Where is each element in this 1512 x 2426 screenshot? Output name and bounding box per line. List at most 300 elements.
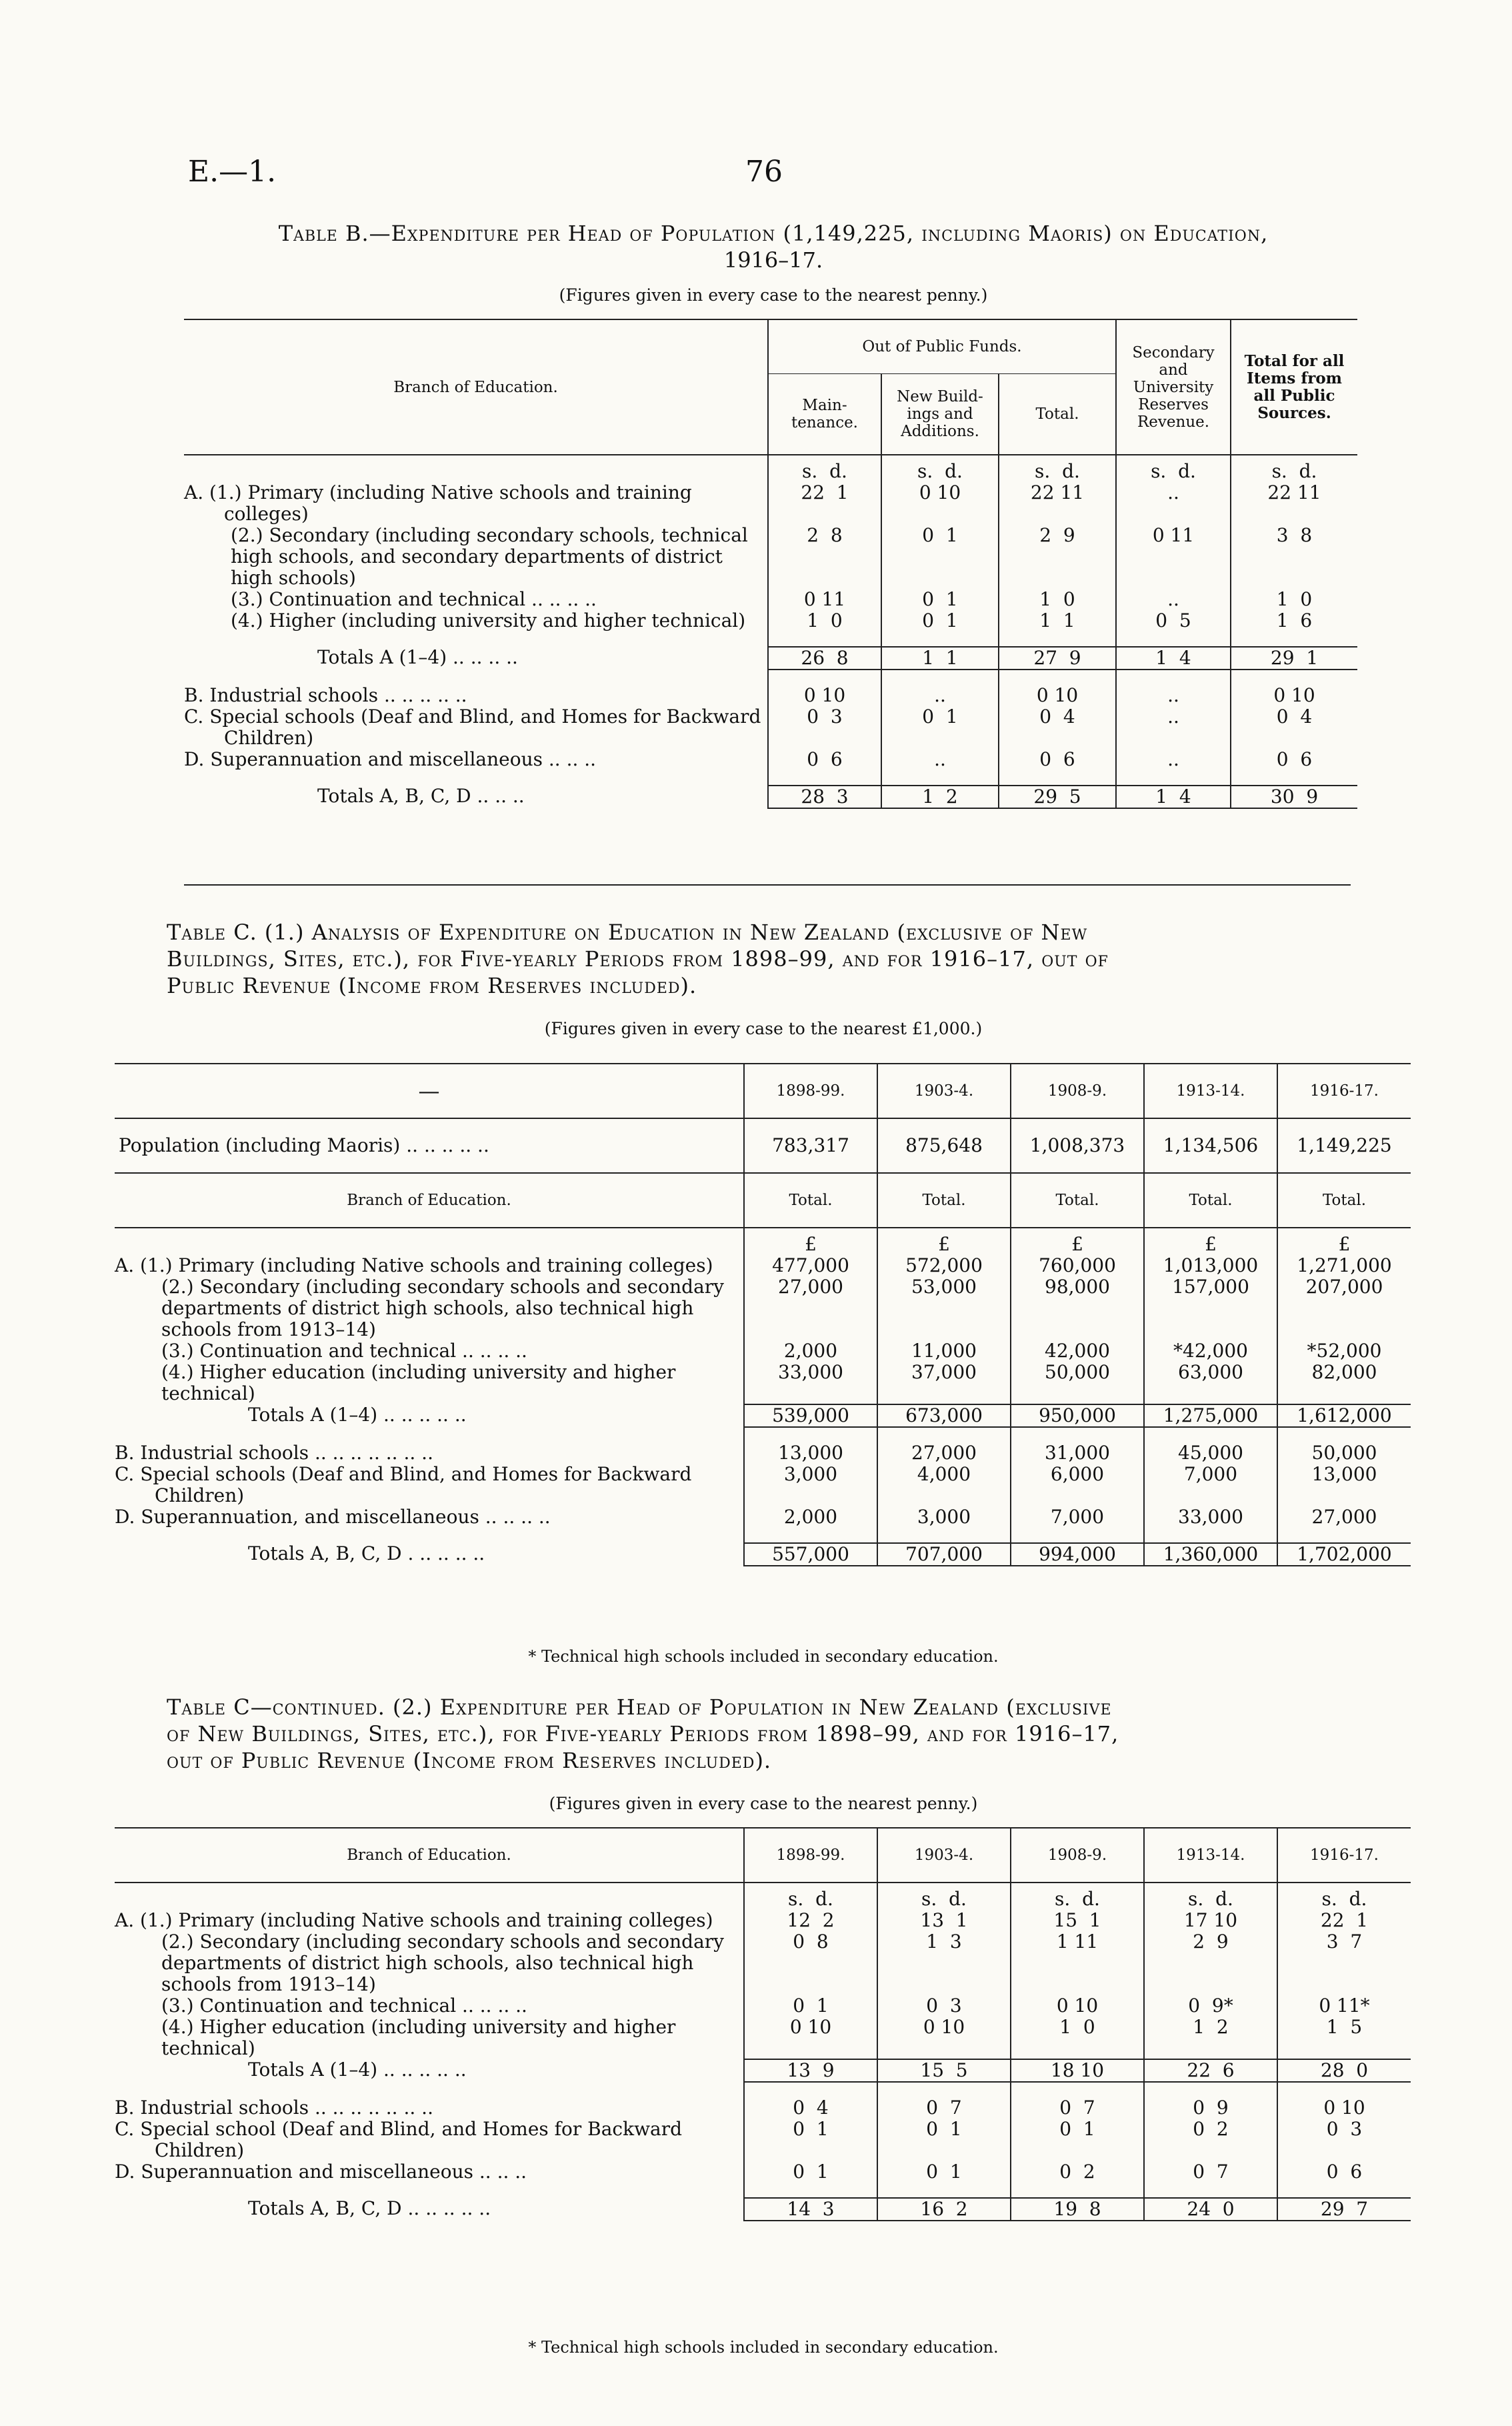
table-row [115,1506,1411,1528]
row-label: Totals A, B, C, D . .. .. .. .. [248,1542,485,1564]
spacer-cell [1277,1528,1411,1543]
spacer-cell [744,2082,877,2097]
table-c1-header-year: 1898-99. [744,1064,877,1118]
spacer-cell [768,632,881,647]
row-value: 2,000 [744,1340,877,1362]
row-value: 0 1 [881,706,999,749]
table-b-header-all-sources: Total for all Items from all Public Sources. [1231,319,1357,455]
spacer-cell [1231,632,1357,647]
table-c2-unit: s. d. [1277,1883,1411,1910]
row-value: .. [881,749,999,770]
row-value: 673,000 [877,1404,1011,1427]
row-value: 15 1 [1011,1910,1144,1931]
totals-row [184,647,1357,670]
row-value: 0 6 [768,749,881,770]
row-value: 950,000 [1011,1404,1144,1427]
spacer-cell [1231,770,1357,786]
row-value: 33,000 [1144,1506,1277,1528]
table-b-header-maintenance: Main-tenance. [768,374,881,455]
row-value: 18 10 [1011,2059,1144,2082]
table-b-caption [167,220,1380,273]
row-value: 1,013,000 [1144,1255,1277,1276]
row-value: 28 3 [768,786,881,808]
row-value: 12 2 [744,1910,877,1931]
table-b-units-row [184,455,1357,482]
table-b-unit: s. d. [1231,455,1357,482]
row-value: 1,275,000 [1144,1404,1277,1427]
table-c2-header-branch: Branch of Education. [115,1828,744,1883]
table-c2-body [115,1910,1411,2221]
row-value: 22 11 [1231,482,1357,525]
table-row [115,1340,1411,1362]
row-value: 27,000 [877,1442,1011,1464]
spacer-cell [1011,2183,1144,2198]
table-c1-population-value: 1,134,506 [1144,1118,1277,1173]
table-c1-header-year: 1913-14. [1144,1064,1277,1118]
table-c2-unit: s. d. [1144,1883,1277,1910]
row-value: 0 4 [1231,706,1357,749]
table-b-unit: s. d. [881,455,999,482]
row-value: 0 7 [1011,2097,1144,2119]
totals-row [184,786,1357,808]
row-label: (3.) Continuation and technical .. .. .. .. [161,1340,527,1362]
row-value: 13 1 [877,1910,1011,1931]
table-c1-caption-line1: Table C. (1.) Analysis of Expenditure on Education in New Zealand (exclusive of New [167,920,1088,945]
row-value: 760,000 [1011,1255,1144,1276]
row-value: 0 10 [881,482,999,525]
table-row [184,589,1357,610]
table-b-unit: s. d. [768,455,881,482]
table-c1-caption [167,919,1360,999]
row-value: 29 1 [1231,647,1357,670]
table-b-caption-line2: 1916–17. [723,247,823,273]
row-value: 0 1 [877,2161,1011,2183]
table-row [184,685,1357,706]
row-value: 1,702,000 [1277,1543,1411,1566]
row-value: 14 3 [744,2198,877,2221]
row-value: 30 9 [1231,786,1357,808]
table-c2-header-year: 1913-14. [1144,1828,1277,1883]
row-value: 13,000 [744,1442,877,1464]
table-c1-unit: £ [1011,1228,1144,1255]
row-value: 0 11* [1277,1995,1411,2017]
spacer-cell [877,1427,1011,1442]
row-value: 572,000 [877,1255,1011,1276]
table-b-units-spacer [184,455,768,482]
row-value: .. [1116,589,1231,610]
spacer-cell [881,770,999,786]
spacer-cell [1011,2082,1144,2097]
row-value: 0 1 [744,1995,877,2017]
spacer-cell [1277,2183,1411,2198]
spacer-cell [1144,2183,1277,2198]
spacer-cell [999,670,1116,685]
table-c2-unit: s. d. [1011,1883,1144,1910]
table-b-body [184,482,1357,808]
table-b-header-public-funds: Out of Public Funds. [768,319,1116,374]
table-row [184,749,1357,770]
table-c1-header-year: 1903-4. [877,1064,1011,1118]
row-value: 0 10 [999,685,1116,706]
row-value: 0 11 [1116,525,1231,589]
spacer-row [184,632,1357,647]
row-value: 3,000 [744,1464,877,1506]
table-c1-header-dash: — [115,1064,744,1118]
row-value: .. [1116,706,1231,749]
table-c1-unit: £ [1144,1228,1277,1255]
row-value: 2,000 [744,1506,877,1528]
row-value: 0 6 [1231,749,1357,770]
row-label: B. Industrial schools .. .. .. .. .. .. .. [115,2097,433,2119]
table-c1-footnote: * Technical high schools included in secondary education. [528,1647,999,1666]
row-label: (3.) Continuation and technical .. .. .. .. [231,588,597,610]
table-c1-header-total: Total. [1144,1173,1277,1228]
table-c2-footnote: * Technical high schools included in secondary education. [528,2338,999,2357]
row-value: 0 10 [744,2017,877,2059]
row-value: 24 0 [1144,2198,1277,2221]
spacer-cell [999,770,1116,786]
row-value: 0 3 [1277,2119,1411,2161]
table-row [115,2161,1411,2183]
row-label: A. (1.) Primary (including Native schools and training colleges) [115,1254,713,1276]
row-value: 1 2 [881,786,999,808]
table-c2-header-year: 1903-4. [877,1828,1011,1883]
row-value: 13,000 [1277,1464,1411,1506]
table-c1 [115,1063,1411,1566]
row-value: 539,000 [744,1404,877,1427]
row-value: 0 11 [768,589,881,610]
row-label: Totals A (1–4) .. .. .. .. .. [248,1404,467,1426]
page-number: 76 [745,155,783,189]
table-row [115,1464,1411,1506]
row-value: 0 6 [999,749,1116,770]
table-c2 [115,1827,1411,2221]
row-value: 1 1 [881,647,999,670]
row-value: 0 9 [1144,2097,1277,2119]
spacer-cell [877,2082,1011,2097]
row-value: 6,000 [1011,1464,1144,1506]
table-b-header-total: Total. [999,374,1116,455]
parliamentary-paper-reference: E.—1. [188,155,277,189]
spacer-cell [1231,670,1357,685]
table-c1-unit: £ [877,1228,1011,1255]
row-value: 0 3 [877,1995,1011,2017]
spacer-cell [115,2082,744,2097]
table-c1-population-label: Population (including Maoris) .. .. .. .. .. [115,1118,744,1173]
table-c2-header-year: 1908-9. [1011,1828,1144,1883]
row-value: 1 0 [1011,2017,1144,2059]
table-c1-population-value: 875,648 [877,1118,1011,1173]
spacer-cell [1144,1528,1277,1543]
row-value: 53,000 [877,1276,1011,1340]
spacer-cell [877,1528,1011,1543]
spacer-row [115,2082,1411,2097]
row-value: 0 1 [881,525,999,589]
row-label: (4.) Higher education (including university and higher technical) [161,1361,676,1404]
table-row [184,525,1357,589]
row-value: 3 7 [1277,1931,1411,1995]
row-value: 1 2 [1144,2017,1277,2059]
table-c1-unit: £ [744,1228,877,1255]
row-value: 0 10 [877,2017,1011,2059]
row-value: 16 2 [877,2198,1011,2221]
row-value: 1 1 [999,610,1116,632]
row-value: 0 1 [744,2119,877,2161]
row-label: (4.) Higher education (including university and higher technical) [161,2016,676,2059]
row-value: 557,000 [744,1543,877,1566]
row-value: 477,000 [744,1255,877,1276]
row-value: 0 9* [1144,1995,1277,2017]
row-value: 19 8 [1011,2198,1144,2221]
spacer-cell [1011,1528,1144,1543]
row-value: 0 3 [768,706,881,749]
table-c1-population-value: 783,317 [744,1118,877,1173]
row-value: .. [1116,482,1231,525]
row-value: 1 0 [1231,589,1357,610]
row-value: 29 7 [1277,2198,1411,2221]
spacer-cell [1277,1427,1411,1442]
spacer-cell [115,1528,744,1543]
table-c1-header-year: 1916-17. [1277,1064,1411,1118]
row-value: 0 1 [881,589,999,610]
totals-row [115,1404,1411,1427]
totals-row [115,2059,1411,2082]
row-value: 22 11 [999,482,1116,525]
row-value: 13 9 [744,2059,877,2082]
table-c2-unit: s. d. [877,1883,1011,1910]
row-label: A. (1.) Primary (including Native schools and training colleges) [184,481,692,525]
spacer-cell [768,670,881,685]
table-c1-subcaption: (Figures given in every case to the nearest £1,000.) [544,1019,983,1038]
row-label: (3.) Continuation and technical .. .. .. .. [161,1995,527,2017]
row-value: 50,000 [1011,1362,1144,1404]
table-c1-population-value: 1,149,225 [1277,1118,1411,1173]
table-row [184,706,1357,749]
row-label: D. Superannuation and miscellaneous .. .. .. [184,748,597,770]
table-b-header-reserves: Secondary and University Reserves Revenue. [1116,319,1231,455]
row-value: 50,000 [1277,1442,1411,1464]
row-value: 1 11 [1011,1931,1144,1995]
spacer-cell [999,632,1116,647]
table-row [115,1995,1411,2017]
table-row [184,482,1357,525]
totals-row [115,1543,1411,1566]
row-value: .. [1116,749,1231,770]
spacer-cell [881,670,999,685]
row-value: 2 9 [999,525,1116,589]
row-value: 27,000 [744,1276,877,1340]
table-c1-header-year: 1908-9. [1011,1064,1144,1118]
spacer-cell [1116,670,1231,685]
table-c1-unit: £ [1277,1228,1411,1255]
table-row [115,1276,1411,1340]
row-value: 0 7 [877,2097,1011,2119]
row-value: 3 8 [1231,525,1357,589]
table-c2-subcaption: (Figures given in every case to the nearest penny.) [549,1794,978,1813]
row-value: 33,000 [744,1362,877,1404]
spacer-row [184,670,1357,685]
spacer-cell [184,632,768,647]
row-value: 0 5 [1116,610,1231,632]
table-c2-caption-line2: of New Buildings, Sites, etc.), for Five-yearly Periods from 1898–99, and for 1916–17, [167,1721,1119,1746]
row-value: 17 10 [1144,1910,1277,1931]
table-b-bottom-rule [184,884,1351,886]
spacer-cell [1144,1427,1277,1442]
row-value: 1,271,000 [1277,1255,1411,1276]
row-value: 0 10 [768,685,881,706]
row-value: 1,612,000 [1277,1404,1411,1427]
table-c2-header-year: 1898-99. [744,1828,877,1883]
spacer-cell [184,670,768,685]
spacer-cell [1116,632,1231,647]
spacer-row [184,770,1357,786]
table-row [115,1931,1411,1995]
row-value: 0 10 [1231,685,1357,706]
row-value: 22 1 [768,482,881,525]
row-value: 22 1 [1277,1910,1411,1931]
table-c1-header-total: Total. [744,1173,877,1228]
row-value: 0 10 [1277,2097,1411,2119]
table-c2-units-spacer [115,1883,744,1910]
table-b-unit: s. d. [1116,455,1231,482]
row-value: 28 0 [1277,2059,1411,2082]
table-c2-caption-line1: Table C—continued. (2.) Expenditure per Head of Population in New Zealand (exclusive [167,1694,1112,1720]
table-c1-population-value: 1,008,373 [1011,1118,1144,1173]
table-row [115,1910,1411,1931]
row-label: D. Superannuation, and miscellaneous .. .. .. .. [115,1506,551,1528]
table-b-subcaption: (Figures given in every case to the nearest penny.) [559,285,988,305]
row-value: 7,000 [1144,1464,1277,1506]
row-value: 1 4 [1116,786,1231,808]
row-label: (4.) Higher (including university and higher technical) [231,610,746,632]
table-c1-body [115,1255,1411,1566]
row-value: 1 4 [1116,647,1231,670]
row-value: 26 8 [768,647,881,670]
row-value: 22 6 [1144,2059,1277,2082]
table-c2-caption-line3: out of Public Revenue (Income from Reserves included). [167,1748,772,1773]
spacer-cell [115,2183,744,2198]
table-c2-header-year: 1916-17. [1277,1828,1411,1883]
row-value: 1 0 [768,610,881,632]
row-label: (2.) Secondary (including secondary schools and secondary departments of district high schools, also technical high schools from 1913–14) [161,1276,724,1340]
spacer-cell [1011,1427,1144,1442]
row-value: 31,000 [1011,1442,1144,1464]
row-value: 0 4 [744,2097,877,2119]
row-value: 15 5 [877,2059,1011,2082]
spacer-cell [744,1528,877,1543]
row-label: Totals A (1–4) .. .. .. .. [317,646,518,668]
table-c1-caption-line3: Public Revenue (Income from Reserves included). [167,973,697,998]
row-value: 29 5 [999,786,1116,808]
row-label: C. Special school (Deaf and Blind, and Homes for Backward Children) [115,2118,683,2161]
table-c1-header-total: Total. [1011,1173,1144,1228]
row-value: 1 3 [877,1931,1011,1995]
row-value: 0 10 [1011,1995,1144,2017]
row-label: Totals A (1–4) .. .. .. .. .. [248,2059,467,2081]
table-b-header-new-buildings: New Build-ings and Additions. [881,374,999,455]
row-value: 1 0 [999,589,1116,610]
row-label: C. Special schools (Deaf and Blind, and Homes for Backward Children) [184,706,761,749]
row-value: 0 2 [1011,2161,1144,2183]
row-value: 0 1 [744,2161,877,2183]
table-c2-caption [167,1694,1360,1774]
row-value: 707,000 [877,1543,1011,1566]
table-b [184,319,1357,809]
row-value: 27,000 [1277,1506,1411,1528]
row-value: 0 6 [1277,2161,1411,2183]
row-value: 98,000 [1011,1276,1144,1340]
row-label: Totals A, B, C, D .. .. .. [317,785,525,807]
table-b-caption-line1: Table B.—Expenditure per Head of Population (1,149,225, including Maoris) on Education, [278,221,1269,246]
row-value: 157,000 [1144,1276,1277,1340]
row-value: 0 7 [1144,2161,1277,2183]
row-value: 3,000 [877,1506,1011,1528]
table-row [115,2119,1411,2161]
totals-row [115,2198,1411,2221]
spacer-row [115,1528,1411,1543]
row-value: 63,000 [1144,1362,1277,1404]
row-value: 37,000 [877,1362,1011,1404]
spacer-cell [877,2183,1011,2198]
table-c1-header-branch: Branch of Education. [115,1173,744,1228]
row-value: 2 9 [1144,1931,1277,1995]
table-b-unit: s. d. [999,455,1116,482]
row-label: (2.) Secondary (including secondary schools and secondary departments of district high schools, also technical high schools from 1913–14) [161,1931,724,1995]
row-value: 4,000 [877,1464,1011,1506]
table-row [115,1442,1411,1464]
row-value: 0 1 [881,610,999,632]
table-row [115,2097,1411,2119]
row-label: (2.) Secondary (including secondary schools, technical high schools, and secondary departments of district high schools) [231,524,748,589]
row-value: 0 1 [877,2119,1011,2161]
row-label: B. Industrial schools .. .. .. .. .. [184,684,467,706]
table-c1-header-total: Total. [877,1173,1011,1228]
row-label: D. Superannuation and miscellaneous .. .. .. [115,2161,527,2183]
row-value: 7,000 [1011,1506,1144,1528]
spacer-cell [881,632,999,647]
row-value: 207,000 [1277,1276,1411,1340]
table-row [184,610,1357,632]
spacer-cell [1116,770,1231,786]
row-value: 1 6 [1231,610,1357,632]
row-value: 42,000 [1011,1340,1144,1362]
table-b-header-branch: Branch of Education. [184,319,768,455]
table-c1-units-spacer [115,1228,744,1255]
table-row [115,2017,1411,2059]
table-row [115,1255,1411,1276]
spacer-row [115,2183,1411,2198]
row-value: .. [1116,685,1231,706]
row-value: 0 2 [1144,2119,1277,2161]
row-label: A. (1.) Primary (including Native schools and training colleges) [115,1909,713,1931]
table-c1-caption-line2: Buildings, Sites, etc.), for Five-yearly Periods from 1898–99, and for 1916–17, out of [167,946,1109,972]
spacer-cell [1277,2082,1411,2097]
table-c2-unit: s. d. [744,1883,877,1910]
row-value: *52,000 [1277,1340,1411,1362]
spacer-cell [184,770,768,786]
table-c1-header-total: Total. [1277,1173,1411,1228]
table-row [115,1362,1411,1404]
row-value: 82,000 [1277,1362,1411,1404]
row-value: 1 5 [1277,2017,1411,2059]
row-value: 0 8 [744,1931,877,1995]
row-value: 11,000 [877,1340,1011,1362]
spacer-cell [1144,2082,1277,2097]
row-value: 27 9 [999,647,1116,670]
row-value: 994,000 [1011,1543,1144,1566]
row-value: *42,000 [1144,1340,1277,1362]
row-value: 0 4 [999,706,1116,749]
